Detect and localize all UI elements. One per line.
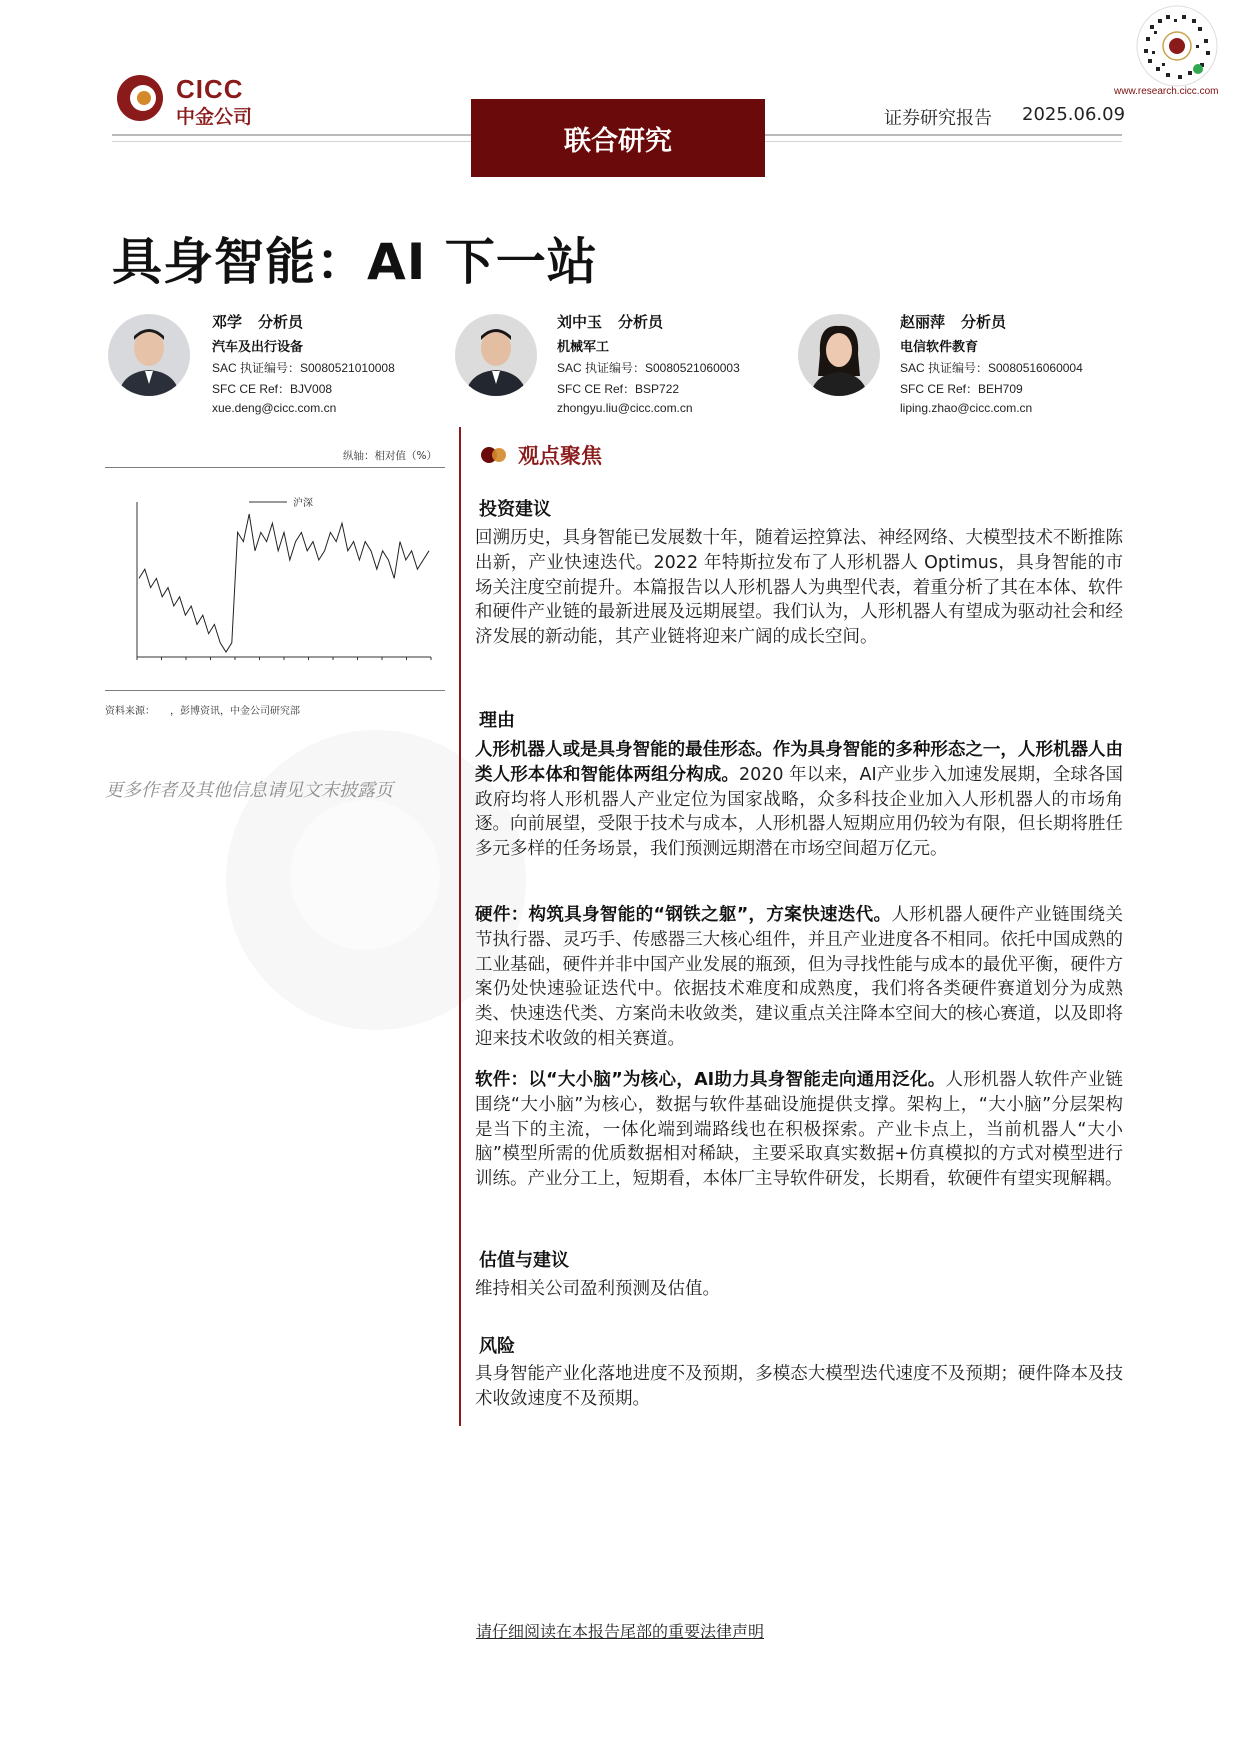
analyst-2 — [455, 314, 537, 400]
chart-bottom-rule — [105, 690, 445, 691]
logo-text-cn: 中金公司 — [176, 106, 253, 128]
chart-top-rule — [105, 467, 445, 468]
analyst-name: 刘中玉 — [557, 313, 603, 331]
report-title: 具身智能：AI 下一站 — [112, 233, 598, 291]
price-chart — [105, 492, 445, 688]
section-reason-title: 理由 — [479, 710, 515, 731]
analyst-email[interactable]: liping.zhao@cicc.com.cn — [900, 401, 1033, 415]
analyst-email[interactable]: zhongyu.liu@cicc.com.cn — [557, 401, 693, 415]
analyst-sac: SAC 执证编号：S0080521060003 — [557, 361, 740, 375]
reason-2-lead: 硬件：构筑具身智能的“钢铁之躯”，方案快速迭代。 — [475, 905, 892, 925]
qr-url[interactable]: www.research.cicc.com — [1114, 86, 1219, 97]
analyst-role: 分析员 — [961, 313, 1007, 331]
reason-1-lead: 人形机器人或是具身智能的最佳形态。作为具身智能的多种形态之一，人形机器人由类人形本体和智能体两组分构成。 — [475, 740, 1123, 785]
section-risk-text: 具身智能产业化落地进度不及预期，多模态大模型迭代速度不及预期；硬件降本及技术收敛速度不及预期。 — [475, 1364, 1123, 1409]
analyst-sfc: SFC CE Ref：BEH709 — [900, 382, 1023, 396]
reason-paragraph-3 — [475, 1068, 1123, 1192]
chart-source: 资料来源： ，彭博资讯，中金公司研究部 — [105, 706, 300, 717]
column-divider — [459, 427, 461, 1426]
reason-paragraph-2 — [475, 903, 1123, 1052]
section-invest-title: 投资建议 — [479, 499, 551, 520]
reason-3-body: 人形机器人软件产业链围绕“大小脑”为核心，数据与软件基础设施提供支撑。架构上，“大小脑”分层架构是当下的主流，一体化端到端路线也在积极探索。产业卡点上，当前机器人“大小脑”模型所需的优质数据相对稀缺，主要采取真实数据+仿真模拟的方式对模型进行训练。产业分工上，短期看，本体厂主导软件研发，长期看，软硬件有望实现解耦。 — [475, 1070, 1123, 1190]
legal-disclaimer-text[interactable]: 请仔细阅读在本报告尾部的重要法律声明 — [475, 1622, 764, 1641]
qr-code-icon[interactable] — [1136, 5, 1218, 87]
cicc-logo — [116, 74, 266, 126]
logo-text-en: CICC — [176, 74, 244, 104]
section-invest-text: 回溯历史，具身智能已发展数十年，随着运控算法、神经网络、大模型技术不断推陈出新，产业快速迭代。2022 年特斯拉发布了人形机器人 Optimus，具身智能的市场关注度空前提升。本篇报告以人形机器人为典型代表，着重分析了其在本体、软件和硬件产业链的最新进展及远期展望。我们认为，人形机器人有望成为驱动社会和经济发展的新动能，其产业链将迎来广阔的成长空间。 — [475, 528, 1123, 648]
analyst-name: 邓学 — [212, 313, 243, 331]
analyst-2-info — [557, 311, 740, 415]
analyst-role: 分析员 — [618, 313, 664, 331]
cicc-logo-icon — [116, 74, 164, 122]
series-line-hushen — [139, 514, 429, 652]
section-risk-title: 风险 — [479, 1336, 515, 1357]
analyst-1-info — [212, 311, 395, 415]
analyst-role: 分析员 — [258, 313, 304, 331]
avatar — [798, 314, 880, 396]
analyst-email[interactable]: xue.deng@cicc.com.cn — [212, 401, 337, 415]
focus-title: 观点聚焦 — [518, 444, 602, 468]
analyst-sector: 电信软件教育 — [900, 340, 979, 355]
legal-disclaimer-link[interactable] — [0, 1619, 1240, 1642]
analyst-name: 赵丽萍 — [900, 313, 946, 331]
section-valuation-title: 估值与建议 — [479, 1250, 569, 1271]
chart-unit-label: 纵轴：相对值（%） — [343, 450, 437, 462]
reason-2-body: 人形机器人硬件产业链围绕关节执行器、灵巧手、传感器三大核心组件，并且产业进度各不相同。依托中国成熟的工业基础，硬件并非中国产业发展的瓶颈，但为寻找性能与成本的最优平衡，硬件方案仍处快速验证迭代中。依据技术难度和成熟度，我们将各类硬件赛道划分为成熟类、快速迭代类、方案尚未收敛类，建议重点关注降本空间大的核心赛道，以及即将迎来技术收敛的相关赛道。 — [475, 905, 1123, 1049]
analyst-3-info — [900, 311, 1083, 415]
watermark-inner — [290, 800, 440, 950]
analyst-1 — [108, 314, 190, 400]
report-type: 证券研究报告 — [884, 108, 992, 129]
analyst-3 — [798, 314, 880, 400]
analyst-sector: 机械军工 — [557, 340, 610, 355]
avatar — [108, 314, 190, 396]
analyst-sac: SAC 执证编号：S0080521010008 — [212, 361, 395, 375]
analyst-sector: 汽车及出行设备 — [212, 340, 304, 355]
analyst-sac: SAC 执证编号：S0080516060004 — [900, 361, 1083, 375]
report-date: 2025.06.09 — [1022, 104, 1126, 125]
focus-dots-icon — [480, 446, 508, 464]
analyst-sfc: SFC CE Ref：BSP722 — [557, 382, 680, 396]
reason-3-lead: 软件：以“大小脑”为核心，AI助力具身智能走向通用泛化。 — [475, 1070, 946, 1090]
reason-1-body: 2020 年以来，AI产业步入加速发展期，全球各国政府均将人形机器人产业定位为国家战略，众多科技企业加入人形机器人的市场角逐。向前展望，受限于技术与成本，人形机器人短期应用仍较为有限，但长期将胜任多元多样的任务场景，我们预测远期潜在市场空间超万亿元。 — [475, 764, 1124, 860]
focus-header — [480, 440, 602, 470]
legend-label: 沪深 — [293, 498, 313, 509]
analyst-sfc: SFC CE Ref：BJV008 — [212, 382, 333, 396]
section-valuation-text: 维持相关公司盈利预测及估值。 — [475, 1279, 720, 1299]
avatar — [455, 314, 537, 396]
reason-paragraph-1 — [475, 738, 1123, 862]
joint-research-banner: 联合研究 — [471, 99, 765, 177]
more-info-note: 更多作者及其他信息请见文末披露页 — [105, 780, 393, 801]
